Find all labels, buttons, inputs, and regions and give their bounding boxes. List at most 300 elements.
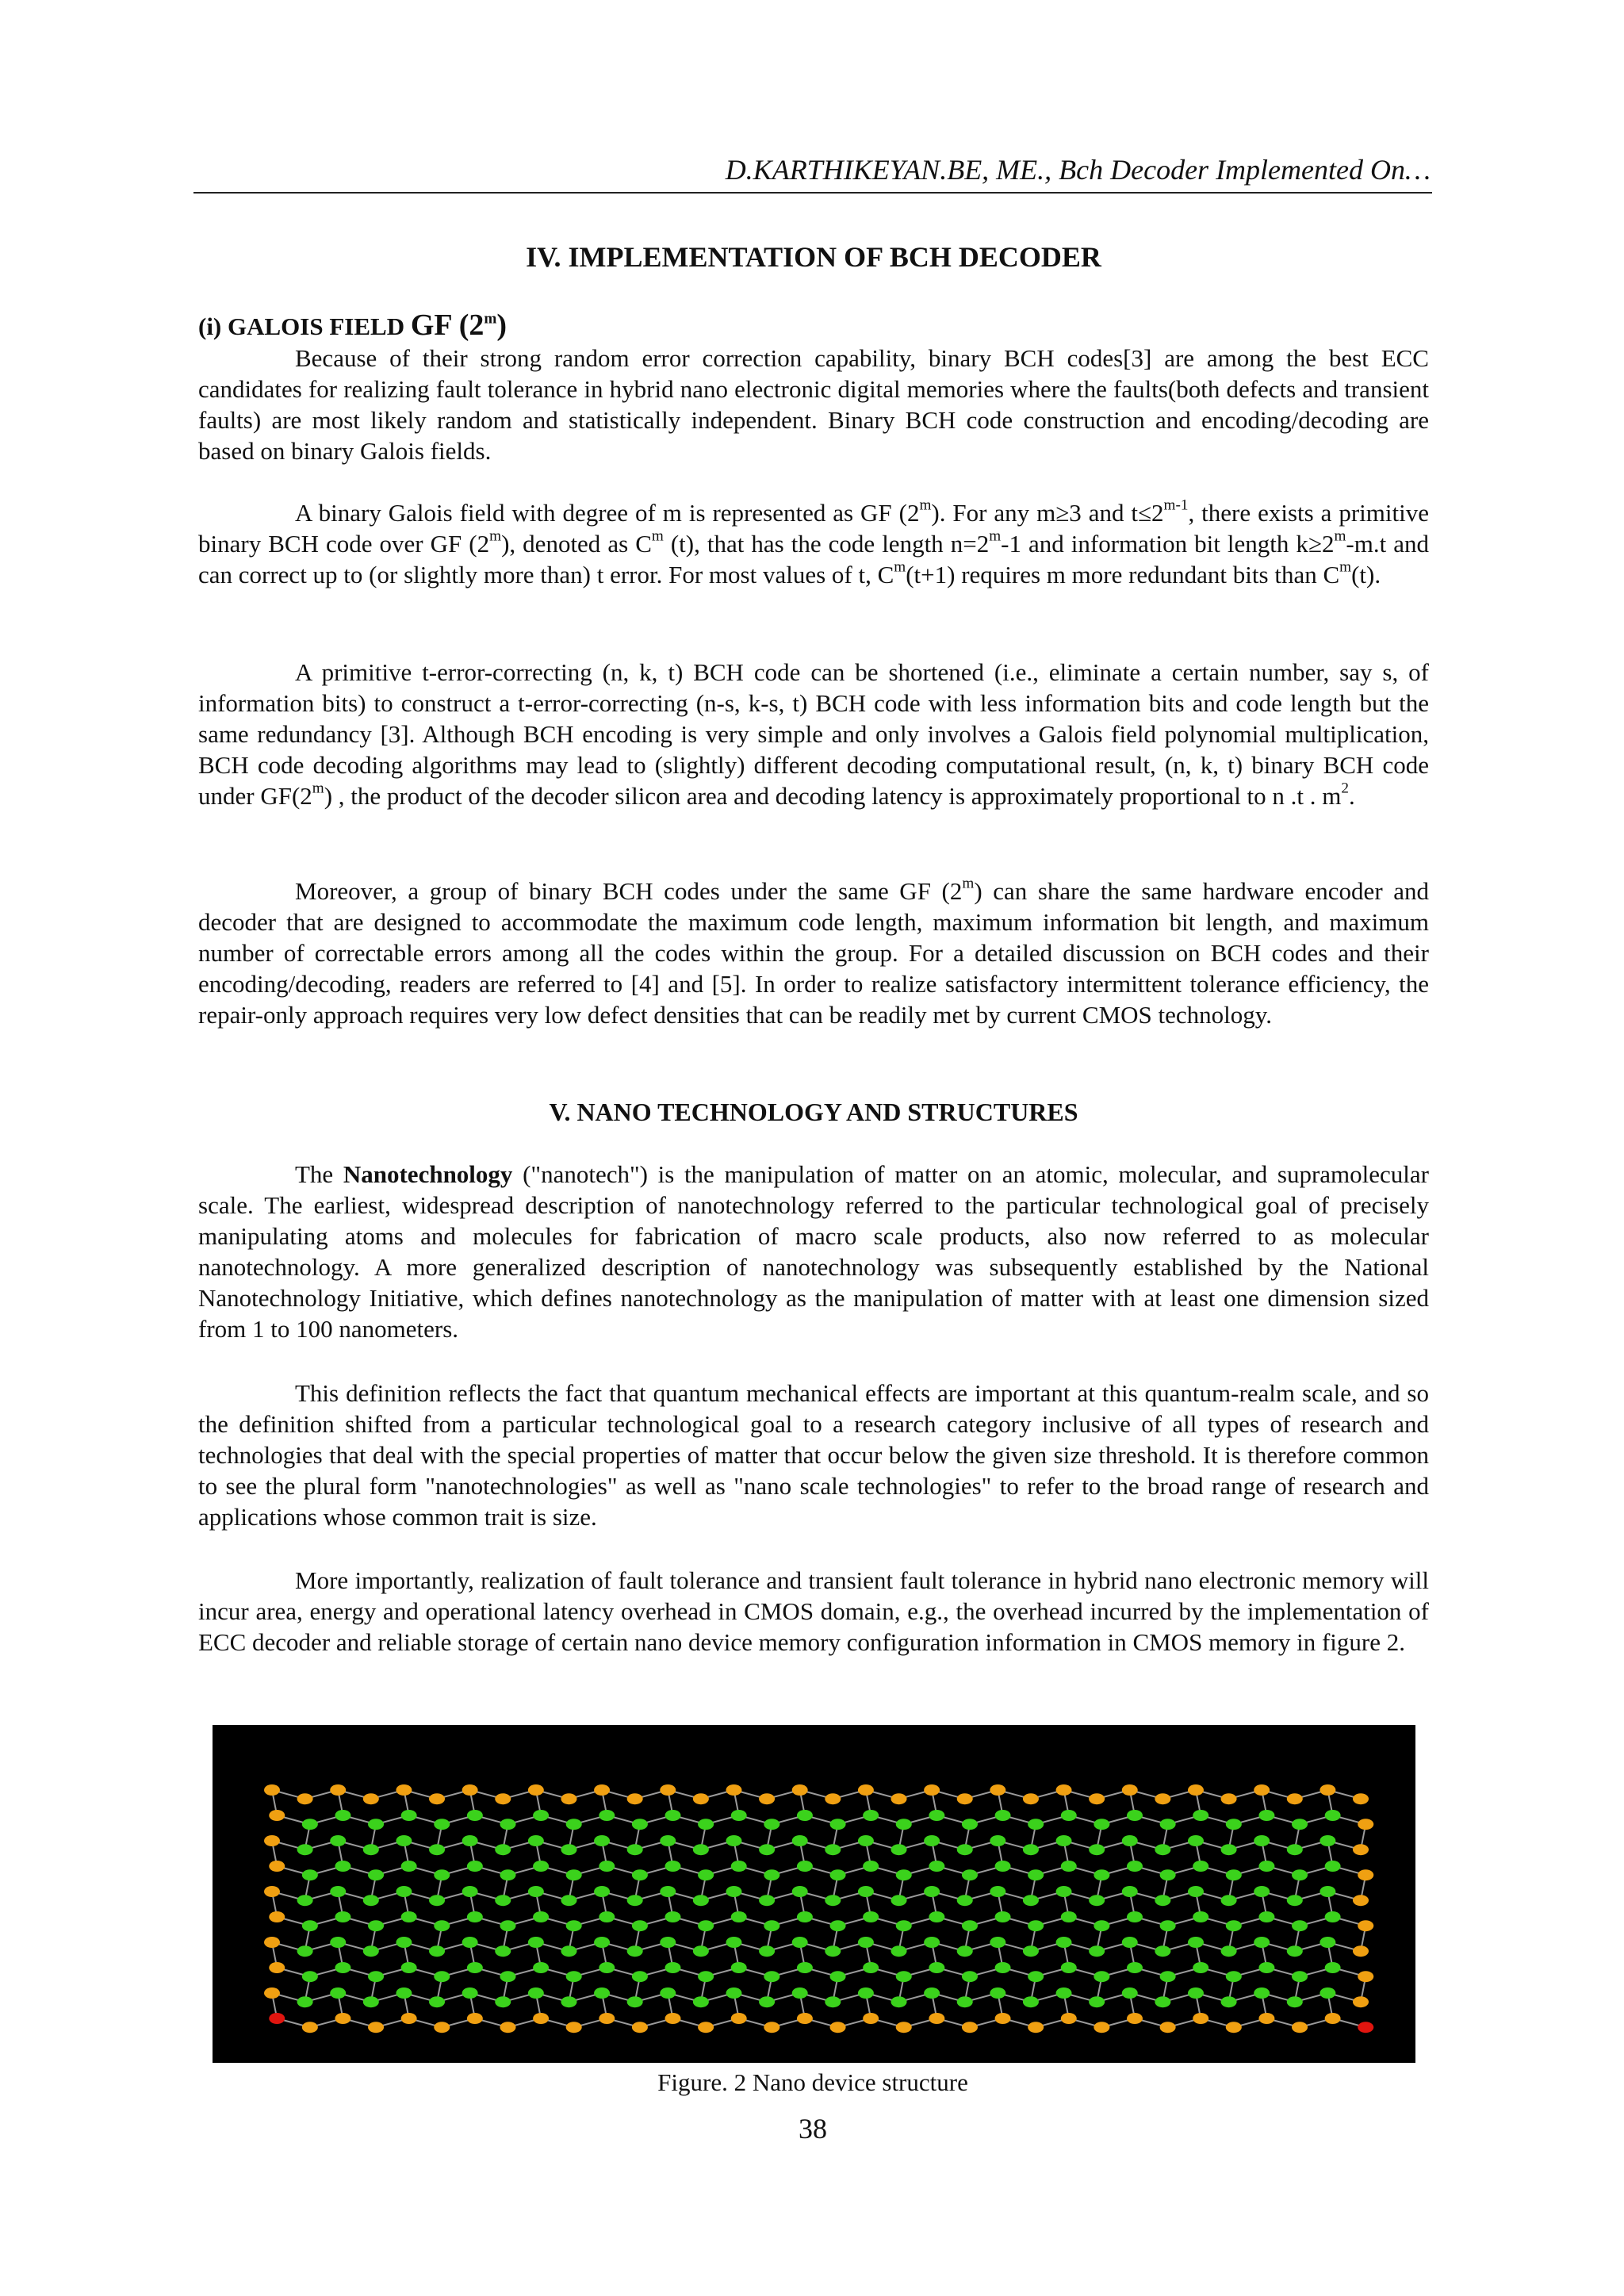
inner-atom — [1127, 1861, 1143, 1872]
inner-atom — [962, 1869, 978, 1880]
edge-atom — [825, 1793, 841, 1804]
inner-atom — [924, 1886, 940, 1897]
inner-atom — [1292, 1819, 1308, 1830]
subheading-gf: GF (2 — [410, 309, 485, 342]
inner-atom — [665, 1861, 681, 1872]
inner-atom — [1122, 1886, 1138, 1897]
inner-atom — [1023, 1945, 1039, 1957]
inner-atom — [500, 1819, 515, 1830]
inner-atom — [1320, 1987, 1335, 1999]
inner-atom — [330, 1886, 346, 1897]
inner-atom — [863, 1911, 879, 1922]
inner-atom — [830, 1819, 846, 1830]
inner-atom — [660, 1835, 676, 1846]
edge-atom — [858, 1784, 874, 1796]
inner-atom — [1292, 1869, 1308, 1880]
inner-atom — [533, 1911, 549, 1922]
inner-atom — [1193, 1962, 1208, 1973]
inner-atom — [792, 1987, 808, 1999]
inner-atom — [599, 1911, 615, 1922]
inner-atom — [363, 1996, 379, 2007]
inner-atom — [1254, 1835, 1270, 1846]
edge-atom — [1358, 1971, 1373, 1982]
edge-atom — [467, 2013, 483, 2024]
edge-atom — [1094, 2022, 1109, 2033]
inner-atom — [396, 1937, 412, 1948]
inner-atom — [1061, 1962, 1077, 1973]
edge-atom — [1061, 2013, 1077, 2024]
header-rule — [193, 192, 1432, 194]
edge-atom — [1358, 1869, 1373, 1880]
inner-atom — [429, 1996, 445, 2007]
edge-atom — [1325, 2013, 1341, 2024]
inner-atom — [363, 1844, 379, 1855]
inner-atom — [330, 1835, 346, 1846]
inner-atom — [797, 1810, 813, 1821]
inner-atom — [726, 1987, 741, 1999]
inner-atom — [896, 1920, 912, 1931]
inner-atom — [1258, 1911, 1274, 1922]
inner-atom — [302, 1920, 318, 1931]
subheading-prefix: (i) GALOIS FIELD — [198, 312, 411, 340]
edge-atom — [401, 2013, 417, 2024]
edge-atom — [665, 2013, 681, 2024]
inner-atom — [330, 1987, 346, 1999]
inner-atom — [1188, 1835, 1204, 1846]
inner-atom — [302, 1971, 318, 1982]
inner-atom — [660, 1987, 676, 1999]
inner-atom — [335, 1962, 350, 1973]
section-4-heading: IV. IMPLEMENTATION OF BCH DECODER — [526, 241, 1101, 273]
inner-atom — [1061, 1911, 1077, 1922]
inner-atom — [825, 1996, 841, 2007]
inner-atom — [467, 1810, 483, 1821]
inner-atom — [797, 1911, 813, 1922]
inner-atom — [1320, 1835, 1335, 1846]
inner-atom — [1061, 1810, 1077, 1821]
inner-atom — [1160, 1971, 1176, 1982]
inner-atom — [1188, 1937, 1204, 1948]
inner-atom — [759, 1844, 775, 1855]
inner-atom — [1028, 1971, 1044, 1982]
inner-atom — [1122, 1987, 1138, 1999]
inner-atom — [1056, 1937, 1072, 1948]
inner-atom — [401, 1962, 417, 1973]
inner-atom — [990, 1886, 1005, 1897]
inner-atom — [566, 1819, 582, 1830]
inner-atom — [1160, 1819, 1176, 1830]
inner-atom — [731, 1911, 747, 1922]
inner-atom — [297, 1996, 313, 2007]
edge-atom — [759, 1793, 775, 1804]
inner-atom — [764, 1920, 779, 1931]
edge-atom — [264, 1987, 280, 1999]
edge-atom — [830, 2022, 846, 2033]
inner-atom — [467, 1861, 483, 1872]
inner-atom — [891, 1945, 907, 1957]
inner-atom — [632, 1869, 648, 1880]
inner-atom — [462, 1937, 478, 1948]
inner-atom — [726, 1886, 741, 1897]
edge-atom — [594, 1784, 610, 1796]
inner-atom — [1160, 1920, 1176, 1931]
inner-atom — [335, 1861, 350, 1872]
inner-atom — [731, 1810, 747, 1821]
inner-atom — [627, 1844, 643, 1855]
edge-atom — [533, 2013, 549, 2024]
inner-atom — [632, 1920, 648, 1931]
edge-atom — [264, 1784, 280, 1796]
inner-atom — [957, 1844, 973, 1855]
edge-atom — [1155, 1793, 1170, 1804]
corner-atom — [269, 2013, 285, 2024]
edge-atom — [330, 1784, 346, 1796]
inner-atom — [1221, 1945, 1237, 1957]
inner-atom — [1155, 1996, 1170, 2007]
inner-atom — [561, 1945, 576, 1957]
inner-atom — [726, 1835, 741, 1846]
edge-atom — [863, 2013, 879, 2024]
inner-atom — [368, 1819, 384, 1830]
inner-atom — [1127, 1810, 1143, 1821]
inner-atom — [500, 1971, 515, 1982]
edge-atom — [962, 2022, 978, 2033]
edge-atom — [764, 2022, 779, 2033]
inner-atom — [363, 1895, 379, 1906]
edge-atom — [726, 1784, 741, 1796]
inner-atom — [528, 1835, 544, 1846]
inner-atom — [363, 1945, 379, 1957]
edge-atom — [495, 1793, 511, 1804]
subheading-sup: m — [484, 310, 497, 328]
inner-atom — [335, 1911, 350, 1922]
inner-atom — [1056, 1835, 1072, 1846]
inner-atom — [368, 1869, 384, 1880]
inner-atom — [995, 1911, 1011, 1922]
inner-atom — [1122, 1937, 1138, 1948]
inner-atom — [924, 1835, 940, 1846]
edge-atom — [561, 1793, 576, 1804]
inner-atom — [957, 1996, 973, 2007]
inner-atom — [863, 1861, 879, 1872]
inner-atom — [929, 1861, 944, 1872]
inner-atom — [693, 1945, 709, 1957]
inner-atom — [1155, 1895, 1170, 1906]
edge-atom — [1353, 1996, 1369, 2007]
inner-atom — [995, 1861, 1011, 1872]
edge-atom — [1254, 1784, 1270, 1796]
inner-atom — [1193, 1861, 1208, 1872]
edge-atom — [429, 1793, 445, 1804]
edge-atom — [1193, 2013, 1208, 2024]
edge-atom — [269, 1911, 285, 1922]
inner-atom — [335, 1810, 350, 1821]
inner-atom — [528, 1886, 544, 1897]
inner-atom — [726, 1937, 741, 1948]
page-number: 38 — [799, 2113, 827, 2145]
edge-atom — [528, 1784, 544, 1796]
inner-atom — [297, 1844, 313, 1855]
inner-atom — [434, 1920, 450, 1931]
inner-atom — [990, 1937, 1005, 1948]
inner-atom — [1258, 1810, 1274, 1821]
edge-atom — [335, 2013, 350, 2024]
inner-atom — [830, 1920, 846, 1931]
inner-atom — [1254, 1937, 1270, 1948]
inner-atom — [561, 1895, 576, 1906]
inner-atom — [665, 1911, 681, 1922]
inner-atom — [462, 1835, 478, 1846]
inner-atom — [632, 1971, 648, 1982]
inner-atom — [924, 1987, 940, 1999]
edge-atom — [269, 1962, 285, 1973]
inner-atom — [627, 1996, 643, 2007]
edge-atom — [462, 1784, 478, 1796]
inner-atom — [797, 1962, 813, 1973]
edge-atom — [1028, 2022, 1044, 2033]
inner-atom — [863, 1962, 879, 1973]
inner-atom — [1320, 1937, 1335, 1948]
inner-atom — [495, 1996, 511, 2007]
inner-atom — [759, 1895, 775, 1906]
edge-atom — [1056, 1784, 1072, 1796]
inner-atom — [825, 1895, 841, 1906]
inner-atom — [731, 1962, 747, 1973]
inner-atom — [698, 1869, 714, 1880]
inner-atom — [1226, 1819, 1242, 1830]
inner-atom — [396, 1886, 412, 1897]
inner-atom — [995, 1810, 1011, 1821]
inner-atom — [561, 1996, 576, 2007]
inner-atom — [1127, 1962, 1143, 1973]
edge-atom — [1287, 1793, 1303, 1804]
edge-atom — [566, 2022, 582, 2033]
inner-atom — [434, 1819, 450, 1830]
inner-atom — [467, 1962, 483, 1973]
inner-atom — [1221, 1844, 1237, 1855]
edge-atom — [1127, 2013, 1143, 2024]
paragraph-shared-hardware: Moreover, a group of binary BCH codes under the same GF (2$^m$) can share the same hardware encoder and decoder that are designed to accommodate the maximum code length, maximum information bit length, and maximum number of correctable errors among all the codes within the group. For a detailed discussion on BCH codes and their encoding/decoding, readers are referred to [4] and [5]. In order to realize satisfactory intermittent tolerance efficiency, the repair-only approach requires very low defect densities that can be readily met by current CMOS technology. — [198, 875, 1429, 1029]
inner-atom — [731, 1861, 747, 1872]
inner-atom — [825, 1844, 841, 1855]
inner-atom — [1188, 1987, 1204, 1999]
inner-atom — [566, 1869, 582, 1880]
edge-atom — [1353, 1895, 1369, 1906]
edge-atom — [1023, 1793, 1039, 1804]
inner-atom — [297, 1945, 313, 1957]
inner-atom — [1061, 1861, 1077, 1872]
inner-atom — [698, 1819, 714, 1830]
edge-atom — [1353, 1844, 1369, 1855]
inner-atom — [1089, 1945, 1105, 1957]
edge-atom — [599, 2013, 615, 2024]
inner-atom — [962, 1819, 978, 1830]
inner-atom — [533, 1861, 549, 1872]
inner-atom — [891, 1996, 907, 2007]
inner-atom — [759, 1945, 775, 1957]
inner-atom — [1094, 1869, 1109, 1880]
inner-atom — [1089, 1996, 1105, 2007]
inner-atom — [693, 1996, 709, 2007]
edge-atom — [632, 2022, 648, 2033]
inner-atom — [764, 1869, 779, 1880]
inner-atom — [929, 1962, 944, 1973]
edge-atom — [1122, 1784, 1138, 1796]
inner-atom — [1221, 1996, 1237, 2007]
inner-atom — [500, 1869, 515, 1880]
inner-atom — [1258, 1962, 1274, 1973]
inner-atom — [1292, 1920, 1308, 1931]
inner-atom — [1254, 1886, 1270, 1897]
inner-atom — [599, 1962, 615, 1973]
edge-atom — [797, 2013, 813, 2024]
inner-atom — [429, 1895, 445, 1906]
inner-atom — [1221, 1895, 1237, 1906]
edge-atom — [957, 1793, 973, 1804]
inner-atom — [957, 1945, 973, 1957]
inner-atom — [858, 1987, 874, 1999]
inner-atom — [830, 1869, 846, 1880]
paragraph-nanotechnology-definition: The Nanotechnology ("nanotech") is the manipulation of matter on an atomic, molecular, and supramolecular scale. The earliest, widespread description of nanotechnology referred to the particular technological goal of precisely manipulating atoms and molecules for fabrication of macro scale products, also now referred to as molecular nanotechnology. A more generalized description of nanotechnology was subsequently established by the National Nanotechnology Initiative, which defines nanotechnology as the manipulation of matter with at least one dimension sized from 1 to 100 nanometers. — [198, 1160, 1429, 1343]
inner-atom — [896, 1819, 912, 1830]
inner-atom — [401, 1911, 417, 1922]
inner-atom — [1056, 1886, 1072, 1897]
edge-atom — [995, 2013, 1011, 2024]
inner-atom — [825, 1945, 841, 1957]
edge-atom — [264, 1835, 280, 1846]
edge-atom — [1258, 2013, 1274, 2024]
inner-atom — [957, 1895, 973, 1906]
edge-atom — [1358, 1920, 1373, 1931]
edge-atom — [896, 2022, 912, 2033]
paragraph-bch-intro: Because of their strong random error correction capability, binary BCH codes[3] are among the best ECC candidates for realizing fault tolerance in hybrid nano electronic digital memories where the faults(both defects and transient faults) are most likely random and statistically independent. Binary BCH code construction and encoding/decoding are based on binary Galois fields. — [198, 344, 1429, 465]
edge-atom — [264, 1886, 280, 1897]
inner-atom — [462, 1987, 478, 1999]
inner-atom — [924, 1937, 940, 1948]
inner-atom — [891, 1895, 907, 1906]
paragraph-fault-tolerance-overhead: More importantly, realization of fault tolerance and transient fault tolerance in hybrid nano electronic memory will incur area, energy and operational latency overhead in CMOS domain, e.g., the overhead incurred by the implementation of ECC decoder and reliable storage of certain nano device memory configuration information in CMOS memory in figure 2. — [198, 1566, 1429, 1656]
edge-atom — [1320, 1784, 1335, 1796]
inner-atom — [698, 1920, 714, 1931]
inner-atom — [1028, 1920, 1044, 1931]
inner-atom — [566, 1971, 582, 1982]
inner-atom — [1094, 1920, 1109, 1931]
inner-atom — [792, 1886, 808, 1897]
inner-atom — [495, 1945, 511, 1957]
inner-atom — [495, 1844, 511, 1855]
edge-atom — [1292, 2022, 1308, 2033]
inner-atom — [500, 1920, 515, 1931]
inner-atom — [1122, 1835, 1138, 1846]
inner-atom — [1325, 1962, 1341, 1973]
inner-atom — [990, 1987, 1005, 1999]
edge-atom — [1089, 1793, 1105, 1804]
inner-atom — [1287, 1996, 1303, 2007]
inner-atom — [533, 1810, 549, 1821]
edge-atom — [792, 1784, 808, 1796]
edge-atom — [698, 2022, 714, 2033]
inner-atom — [429, 1945, 445, 1957]
inner-atom — [962, 1920, 978, 1931]
edge-atom — [731, 2013, 747, 2024]
edge-atom — [1160, 2022, 1176, 2033]
inner-atom — [990, 1835, 1005, 1846]
inner-atom — [467, 1911, 483, 1922]
running-header — [193, 152, 1431, 187]
inner-atom — [1089, 1844, 1105, 1855]
inner-atom — [1028, 1819, 1044, 1830]
inner-atom — [632, 1819, 648, 1830]
inner-atom — [1023, 1996, 1039, 2007]
inner-atom — [495, 1895, 511, 1906]
inner-atom — [1193, 1810, 1208, 1821]
term-nanotechnology: Nanotechnology — [343, 1160, 513, 1188]
inner-atom — [1226, 1869, 1242, 1880]
inner-atom — [1094, 1819, 1109, 1830]
inner-atom — [1089, 1895, 1105, 1906]
inner-atom — [1155, 1844, 1170, 1855]
inner-atom — [594, 1937, 610, 1948]
inner-atom — [797, 1861, 813, 1872]
inner-atom — [858, 1886, 874, 1897]
inner-atom — [1325, 1861, 1341, 1872]
inner-atom — [599, 1861, 615, 1872]
paragraph-quantum-realm: This definition reflects the fact that quantum mechanical effects are important at this quantum-realm scale, and so the definition shifted from a particular technological goal to a research category inclusive of all types of research and technologies that deal with the special properties of matter that occur below the given size threshold. It is therefore common to see the plural form "nanotechnologies" as well as "nano scale technologies" to refer to the broad range of research and applications whose common trait is size. — [198, 1379, 1429, 1531]
inner-atom — [858, 1937, 874, 1948]
inner-atom — [896, 1971, 912, 1982]
inner-atom — [1193, 1911, 1208, 1922]
inner-atom — [462, 1886, 478, 1897]
edge-atom — [269, 1861, 285, 1872]
inner-atom — [627, 1895, 643, 1906]
inner-atom — [594, 1835, 610, 1846]
inner-atom — [401, 1810, 417, 1821]
inner-atom — [1028, 1869, 1044, 1880]
inner-atom — [891, 1844, 907, 1855]
inner-atom — [792, 1937, 808, 1948]
edge-atom — [693, 1793, 709, 1804]
edge-atom — [1188, 1784, 1204, 1796]
edge-atom — [1221, 1793, 1237, 1804]
paragraph-shortened-code: A primitive t-error-correcting (n, k, t) BCH code can be shortened (i.e., eliminate a certain number, say s, of information bits) to construct a t-error-correcting (n-s, k-s, t) BCH code with less information bits and code length but the same redundancy [3]. Although BCH encoding is very simple and only involves a Galois field polynomial multiplication, BCH code decoding algorithms may lead to (slightly) different decoding computational result, (n, k, t) binary BCH code under GF(2$^m$) , the product of the decoder silicon area and decoding latency is approximately proportional to n .t . $m^2$. — [198, 658, 1429, 810]
section-5-heading: V. NANO TECHNOLOGY AND STRUCTURES — [549, 1098, 1078, 1126]
inner-atom — [533, 1962, 549, 1973]
inner-atom — [830, 1971, 846, 1982]
inner-atom — [962, 1971, 978, 1982]
inner-atom — [368, 1920, 384, 1931]
figure-caption: Figure. 2 Nano device structure — [657, 2068, 968, 2096]
inner-atom — [764, 1971, 779, 1982]
inner-atom — [995, 1962, 1011, 1973]
inner-atom — [1258, 1861, 1274, 1872]
edge-atom — [924, 1784, 940, 1796]
inner-atom — [665, 1962, 681, 1973]
inner-atom — [1287, 1895, 1303, 1906]
edge-atom — [1358, 1819, 1373, 1830]
inner-atom — [1023, 1895, 1039, 1906]
inner-atom — [368, 1971, 384, 1982]
edge-atom — [990, 1784, 1005, 1796]
edge-atom — [500, 2022, 515, 2033]
edge-atom — [302, 2022, 318, 2033]
edge-atom — [891, 1793, 907, 1804]
inner-atom — [896, 1869, 912, 1880]
paragraph-galois-field: A binary Galois field with degree of m is represented as GF (2$^m$). For any m≥3 and $t\le 2^{m-1}$, there exists a primitive binary BCH code over GF (2$^m$), denoted as $C^m$ (t), that has the code length $n=2^m-1$ and information bit length $k\ge 2^m-m.t$ and can correct up to (or slightly more than) t error. For most values of t, $C^m(t+1)$ requires m more redundant bits than $C^m(t)$. — [198, 496, 1429, 588]
inner-atom — [1287, 1945, 1303, 1957]
inner-atom — [1023, 1844, 1039, 1855]
inner-atom — [297, 1895, 313, 1906]
inner-atom — [1127, 1911, 1143, 1922]
